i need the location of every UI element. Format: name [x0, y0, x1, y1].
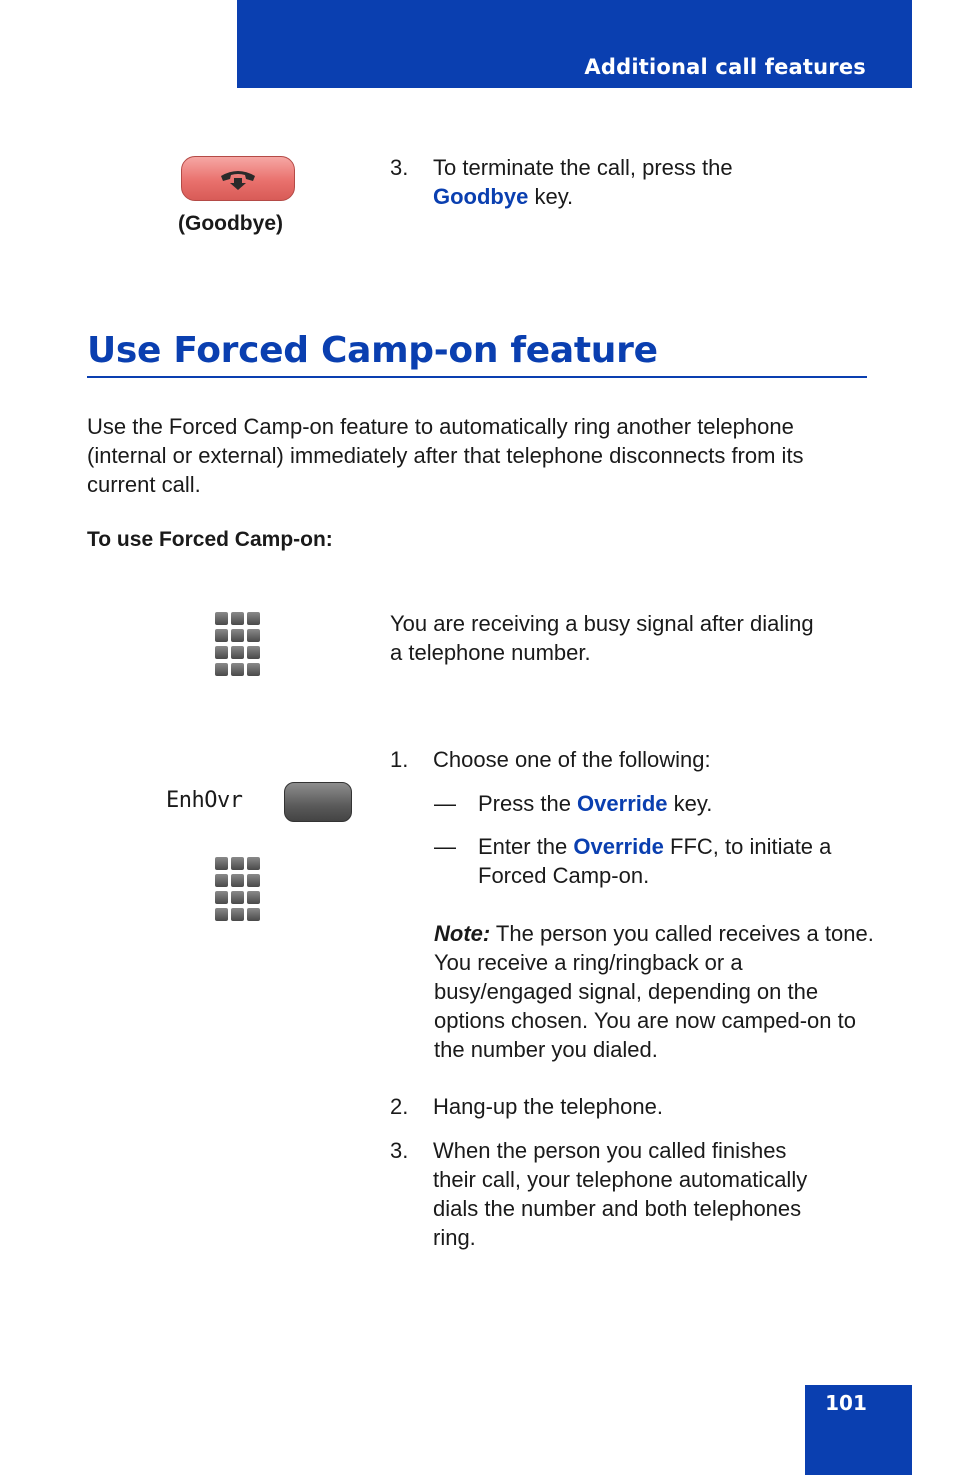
section-title: Use Forced Camp-on feature: [87, 330, 658, 371]
step-text-pre: To terminate the call, press the: [433, 155, 733, 180]
option-text-line2: Forced Camp-on.: [478, 863, 650, 888]
step-text: Choose one of the following:: [433, 747, 711, 772]
note-label: Note:: [434, 921, 491, 946]
option-text-pre: Press the: [478, 791, 578, 816]
busy-text-line2: a telephone number.: [390, 640, 591, 665]
override-key-name: Override: [577, 791, 668, 816]
page-number-box: [805, 1385, 912, 1475]
option-text-pre: Enter the: [478, 834, 574, 859]
dialpad-icon: [215, 857, 263, 923]
step-text: [433, 153, 733, 211]
step-text-line4: ring.: [433, 1225, 476, 1250]
running-header: Additional call features: [584, 55, 866, 79]
softkey-button-icon: [284, 782, 352, 822]
override-key-name: Override: [573, 834, 664, 859]
step-number: 3.: [390, 155, 409, 180]
dialpad-icon: [215, 612, 263, 678]
option-text: [478, 832, 831, 890]
goodbye-key-icon: [181, 156, 295, 201]
step-number: 2.: [390, 1094, 409, 1119]
display-softkey-label: EnhOvr: [166, 788, 243, 813]
intro-paragraph: Use the Forced Camp-on feature to automatically ring another telephone (internal or external) immediately after that telephone disconnects from its current call.: [87, 414, 804, 497]
section-divider: [87, 376, 867, 378]
option-text-post: FFC, to initiate a: [663, 834, 832, 859]
step-text-line2: their call, your telephone automatically: [433, 1167, 808, 1192]
dash-bullet: —: [434, 791, 456, 816]
step-text: [433, 1136, 807, 1252]
header-bar: [237, 0, 912, 88]
goodbye-caption: (Goodbye): [178, 212, 283, 235]
goodbye-key-name: Goodbye: [433, 184, 529, 209]
handset-down-icon: [218, 166, 258, 192]
option-text-post: key.: [667, 791, 713, 816]
busy-text-line1: You are receiving a busy signal after dialing: [390, 611, 814, 636]
note-text: The person you called receives a tone. You receive a ring/ringback or a busy/engaged signal, depending on the options chosen. You are now camped-on to the number you dialed.: [434, 921, 874, 1062]
step-number: 3.: [390, 1138, 409, 1163]
busy-signal-text: [390, 609, 870, 667]
note-paragraph: [434, 919, 874, 1064]
step-text-line3: dials the number and both telephones: [433, 1196, 802, 1221]
dash-bullet: —: [434, 834, 456, 859]
option-text: [478, 789, 712, 818]
procedure-subhead: To use Forced Camp-on:: [87, 528, 333, 551]
step-number: 1.: [390, 747, 409, 772]
step-text-post: key.: [528, 184, 574, 209]
step-text-line1: When the person you called finishes: [433, 1138, 787, 1163]
page-number: 101: [825, 1391, 867, 1415]
step-text: Hang-up the telephone.: [433, 1094, 663, 1119]
